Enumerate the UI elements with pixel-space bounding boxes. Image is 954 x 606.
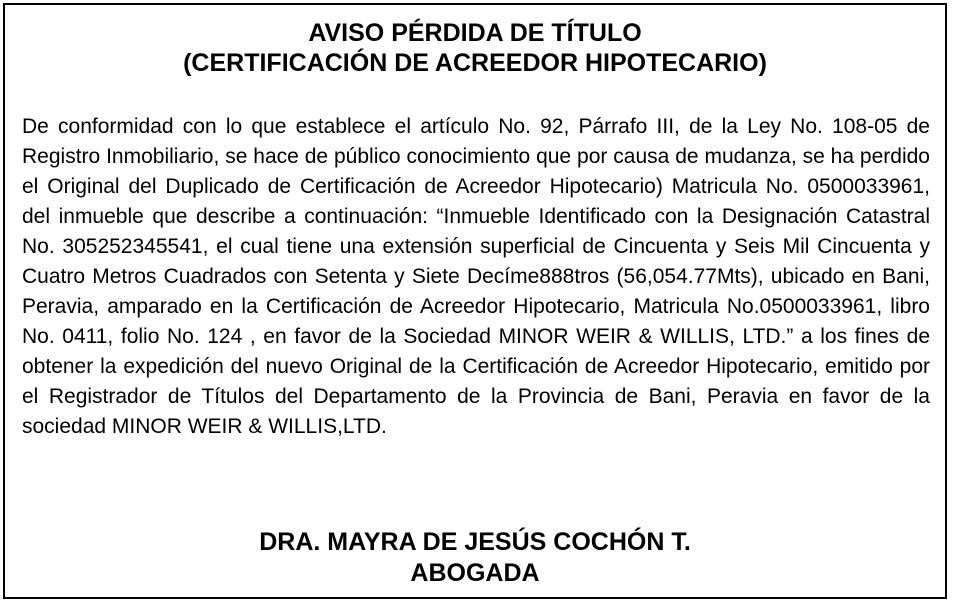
notice-body: De conformidad con lo que establece el artículo No. 92, Párrafo III, de la Ley No. 108-05 de Registro Inmobiliario, se hace de público conocimiento que por causa de mudanza, se ha perdido el Original del Duplicado de Certificación de Acreedor Hipotecario) Matricula No. 0500033961, del inmueble que describe a continuación: “Inmueble Identificado con la Designación Catastral No. 305252345541, el cual tiene una extensión superficial de Cincuenta y Seis Mil Cincuenta y Cuatro Metros Cuadrados con Setenta y Siete Decíme888tros (56,054.77Mts), ubicado en Bani, Peravia, amparado en la Certificación de Acreedor Hipotecario, Matricula No.0500033961, libro No. 0411, folio No. 124 , en favor de la Sociedad MINOR WEIR & WILLIS, LTD.” a los fines de obtener la expedición del nuevo Original de la Certificación de Acreedor Hipotecario, emitido por el Registrador de Títulos del Departamento de la Provincia de Bani, Peravia en favor de la sociedad MINOR WEIR & WILLIS,LTD. [22,115,930,438]
signature-block [5,527,945,589]
notice-frame [3,3,947,599]
notice-title [5,18,945,78]
signatory-name: DRA. MAYRA DE JESÚS COCHÓN T. [259,528,691,556]
signatory-role: ABOGADA [410,559,540,587]
title-line-1: AVISO PÉRDIDA DE TÍTULO [308,19,642,47]
title-line-2: (CERTIFICACIÓN DE ACREEDOR HIPOTECARIO) [183,49,767,77]
